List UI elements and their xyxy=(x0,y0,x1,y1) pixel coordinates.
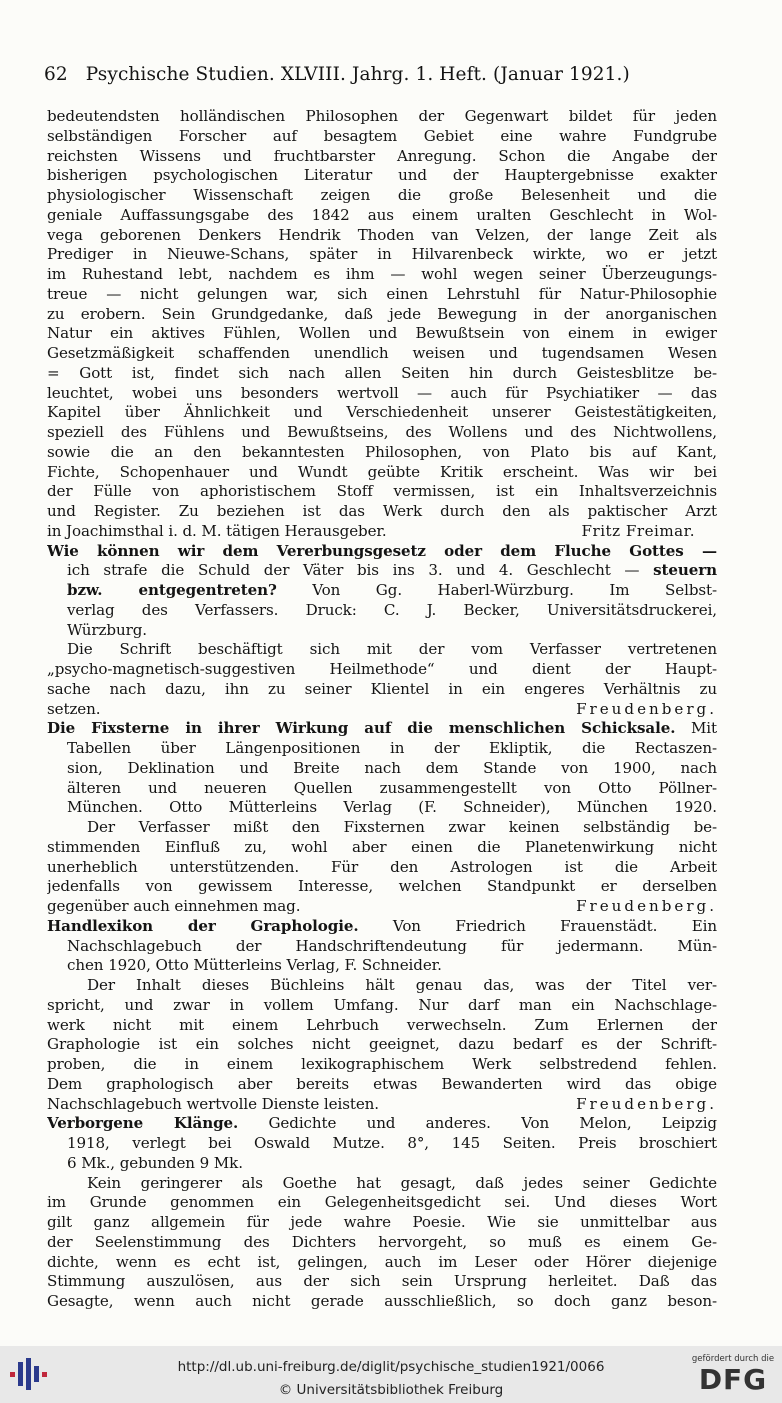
review-text xyxy=(47,818,717,897)
reviewer-signature: Freudenberg. xyxy=(576,699,717,718)
review-last-line: gegenüber auch einnehmen mag. Freudenberg. xyxy=(47,897,717,915)
text-line: reichsten Wissens und fruchtbarster Anregung. Schon die Angabe der xyxy=(47,146,717,165)
text-line: zu erobern. Sein Grundgedanke, daß jede Bewegung in der anorganischen xyxy=(47,304,717,323)
text-line: = Gott ist, findet sich nach allen Seiten hin durch Geistesblitze be- xyxy=(47,363,717,382)
review-text xyxy=(47,976,717,1095)
review-text xyxy=(47,1174,717,1312)
biblio-lines xyxy=(47,937,717,957)
text-line: dichte, wenn es echt ist, gelingen, auch im Leser oder Hörer diejenige xyxy=(47,1252,717,1271)
biblio-lines xyxy=(47,739,717,818)
text-line: sowie die an den bekanntesten Philosophen, von Plato bis auf Kant, xyxy=(47,442,717,461)
text-line: München. Otto Mütterleins Verlag (F. Schneider), München 1920. xyxy=(67,798,717,817)
text-line: Tabellen über Längenpositionen in der Ekliptik, die Rectaszen- xyxy=(67,739,717,757)
text-line: älteren und neueren Quellen zusammengestellt von Otto Pöllner- xyxy=(67,778,717,797)
text-line: treue — nicht gelungen war, sich einen Lehrstuhl für Natur-Philosophie xyxy=(47,284,717,303)
review-title-line: Wie können wir dem Vererbungsgesetz oder dem Fluche Gottes — xyxy=(47,541,717,560)
dfg-logo-text: DFG xyxy=(698,1363,768,1396)
text-line: geniale Auffassungsgabe des 1842 aus einem uralten Geschlecht in Wol- xyxy=(47,205,717,224)
last-line-text: in Joachimsthal i. d. M. tätigen Herausgeber. xyxy=(47,521,387,540)
review-title-line: Verborgene Klänge. Gedichte und anderes. Von Melon, Leipzig xyxy=(47,1114,717,1133)
text-line: Der Verfasser mißt den Fixsternen zwar keinen selbständig be- xyxy=(87,818,717,836)
text-line: Gesetzmäßigkeit schaffenden unendlich weisen und tugendsamen Wesen xyxy=(47,344,717,362)
text-line: 1918, verlegt bei Oswald Mutze. 8°, 145 Seiten. Preis broschiert xyxy=(67,1134,717,1152)
text-line: stimmenden Einfluß zu, wohl aber einen die Planetenwirkung nicht xyxy=(47,837,717,856)
biblio-line: chen 1920, Otto Mütterleins Verlag, F. Schneider. xyxy=(67,956,442,975)
text-line: jedenfalls von gewissem Interesse, welchen Standpunkt er derselben xyxy=(47,877,717,896)
review-last-line xyxy=(47,522,717,542)
text-line: selbständigen Forscher auf besagtem Gebiet eine wahre Fundgrube xyxy=(47,126,717,145)
text-line: Fichte, Schopenhauer und Wundt geübte Kritik erscheint. Was wir bei xyxy=(47,462,717,481)
text-line: leuchtet, wobei uns besonders wertvoll — auch für Psychiatiker — das xyxy=(47,383,717,402)
reviewer-signature: Fritz Freimar. xyxy=(581,521,695,540)
text-line: der Seelenstimmung des Dichters hervorgeht, so muß es einem Ge- xyxy=(47,1232,717,1251)
text-line: vega geborenen Denkers Hendrik Thoden van Velzen, der lange Zeit als xyxy=(47,225,717,244)
text-line: Die Schrift beschäftigt sich mit der vom Verfasser vertretenen xyxy=(67,640,717,659)
review-fixsterne xyxy=(47,719,717,917)
review-title-line: bzw. entgegentreten? Von Gg. Haberl-Würzburg. Im Selbst- xyxy=(67,581,717,599)
text-line: bisherigen psychologischen Literatur und der Hauptergebnisse exakter xyxy=(47,166,717,185)
review-text xyxy=(47,640,717,699)
review-title-line: ich strafe die Schuld der Väter bis ins 3. und 4. Geschlecht — steuern xyxy=(67,561,717,580)
text-line: sion, Deklination und Breite nach dem Stande von 1900, nach xyxy=(67,758,717,777)
review-title-line: Die Fixsterne in ihrer Wirkung auf die menschlichen Schicksale. Mit xyxy=(47,719,717,738)
text-line: der Fülle von aphoristischem Stoff vermissen, ist ein Inhaltsverzeichnis xyxy=(47,482,717,501)
review-title-line: Handlexikon der Graphologie. Von Friedrich Frauenstädt. Ein xyxy=(47,916,717,935)
viewer-footer xyxy=(0,1346,782,1403)
text-line: Natur ein aktives Fühlen, Wollen und Bewußtsein von einem in ewiger xyxy=(47,324,717,343)
running-title: Psychische Studien. XLVIII. Jahrg. 1. Heft. (Januar 1921.) xyxy=(85,64,630,85)
reviewer-signature: Freudenberg. xyxy=(576,1094,717,1113)
review-last-line: setzen. Freudenberg. xyxy=(47,699,717,718)
copyright-notice: © Universitätsbibliothek Freiburg xyxy=(278,1382,504,1398)
text-line: speziell des Fühlens und Bewußtseins, des Wollens und des Nichtwollens, xyxy=(47,423,717,441)
review-thoden-van-velzen xyxy=(47,107,717,542)
text-line: Der Inhalt dieses Büchleins hält genau das, was der Titel ver- xyxy=(87,976,717,994)
dfg-logo-icon xyxy=(690,1354,776,1398)
text-line: Prediger in Nieuwe-Schans, später in Hilvarenbeck wirkte, wo er jetzt xyxy=(47,245,717,264)
permalink-url[interactable]: http://dl.ub.uni-freiburg.de/diglit/psychische_studien1921/0066 xyxy=(177,1359,605,1375)
biblio-line: 6 Mk., gebunden 9 Mk. xyxy=(67,1153,243,1172)
review-handlexikon xyxy=(47,917,717,1115)
page-number: 62 xyxy=(44,64,68,85)
text-line: Kapitel über Ähnlichkeit und Verschiedenheit unserer Geistestätigkeiten, xyxy=(47,403,717,422)
text-line: Kein geringerer als Goethe hat gesagt, daß jedes seiner Gedichte xyxy=(87,1173,717,1192)
text-line: im Ruhestand lebt, nachdem es ihm — wohl wegen seiner Überzeugungs- xyxy=(47,265,717,283)
text-line: Graphologie ist ein solches nicht geeignet, dazu bedarf es der Schrift- xyxy=(47,1035,717,1054)
text-line: bedeutendsten holländischen Philosophen der Gegenwart bildet für jeden xyxy=(47,107,717,125)
text-line: und Register. Zu beziehen ist das Werk durch den als paktischer Arzt xyxy=(47,502,717,520)
text-line: Gesagte, wenn auch nicht gerade ausschließlich, so doch ganz beson- xyxy=(47,1292,717,1310)
text-line: Nachschlagebuch der Handschriftendeutung für jedermann. Mün- xyxy=(67,936,717,955)
text-line: im Grunde genommen ein Gelegenheitsgedicht sei. Und dieses Wort xyxy=(47,1193,717,1212)
text-line: Dem graphologisch aber bereits etwas Bewanderten wird das obige xyxy=(47,1074,717,1093)
text-line: „psycho-magnetisch-suggestiven Heilmethode“ und dient der Haupt- xyxy=(47,660,717,678)
biblio-line: Würzburg. xyxy=(67,620,147,639)
review-vererbungsgesetz xyxy=(47,542,717,720)
text-line: sache nach dazu, ihn zu seiner Klientel in ein engeres Verhältnis zu xyxy=(47,679,717,698)
text-line: unerheblich unterstützenden. Für den Astrologen ist die Arbeit xyxy=(47,857,717,876)
page-body xyxy=(47,107,717,1312)
dfg-caption: gefördert durch die xyxy=(691,1354,775,1364)
text-line: Stimmung auszulösen, aus der sich sein Ursprung herleitet. Daß das xyxy=(47,1272,717,1291)
reviewer-signature: Freudenberg. xyxy=(576,897,717,915)
text-line: proben, die in einem lexikographischem Werk selbstredend fehlen. xyxy=(47,1055,717,1073)
text-line: werk nicht mit einem Lehrbuch verwechseln. Zum Erlernen der xyxy=(47,1015,717,1034)
text-line: spricht, und zwar in vollem Umfang. Nur darf man ein Nachschlage- xyxy=(47,995,717,1014)
text-line: physiologischer Wissenschaft zeigen die große Belesenheit und die xyxy=(47,186,717,204)
text-line: gilt ganz allgemein für jede wahre Poesie. Wie sie unmittelbar aus xyxy=(47,1213,717,1231)
biblio-lines xyxy=(47,1134,717,1154)
biblio-line: verlag des Verfassers. Druck: C. J. Becker, Universitätsdruckerei, xyxy=(67,600,717,619)
running-header xyxy=(44,64,724,85)
review-verborgene-klaenge xyxy=(47,1114,717,1312)
review-last-line: Nachschlagebuch wertvolle Dienste leisten. Freudenberg. xyxy=(47,1094,717,1113)
